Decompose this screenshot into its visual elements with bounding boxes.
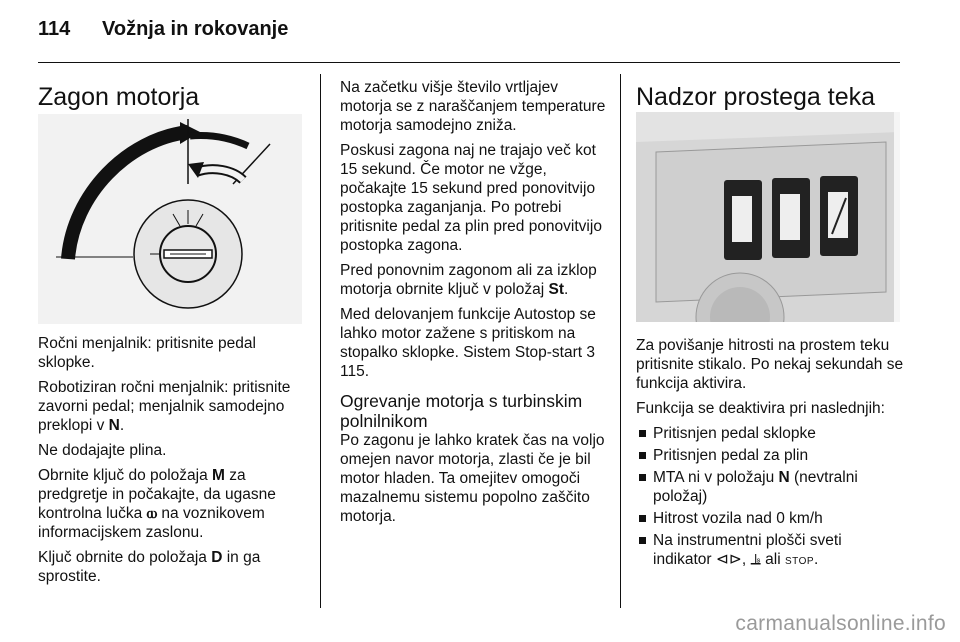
paragraph-idle-switch: Za povišanje hitrosti na prostem teku pritisnite stikalo. Po nekaj sekundah se funkcija aktivira. [636,337,904,392]
column-divider-2 [620,74,621,608]
column-3 [636,74,904,112]
stop-indicator-icon: STOP [784,556,815,567]
idle-switch-illustration [636,112,900,322]
paragraph-autostop: Med delovanjem funkcije Autostop se lahko motor zažene s pritiskom na stopalko sklopke. Sistem Stop-start 3 115. [340,306,596,380]
page-header [38,18,288,41]
list-item: Pritisnjen pedal za plin [636,446,904,465]
header-rule [38,62,900,63]
watermark: carmanualsonline.info [735,612,946,635]
page-number: 114 [38,18,71,40]
paragraph-idle-speed: Na začetku višje število vrtljajev motorja se z naraščanjem temperature motorja samodejno zniža. [340,79,606,134]
paragraph-turbo: Po zagonu je lahko kratek čas na voljo omejen navor motorja, zlasti če je bil motor hladen. Ta omejitev omogoči mazalnemu sistemu popolno zaščito motorja. [340,432,605,525]
heading-turbo-warmup: Ogrevanje motorja s turbinskim polnilnikom [340,391,583,431]
paragraph-start-attempts: Poskusi zagona naj ne trajajo več kot 15 sekund. Če motor ne vžge, počakajte 15 sekund pred ponovitvijo postopka zaganjanja. Po potrebi pritisnite pedal za plin pred ponovitvijo postopka zagona. [340,142,602,254]
section-title: Vožnja in rokovanje [102,18,289,40]
switch-panel-diagram [636,112,900,322]
column-1-text [38,334,306,592]
page-reference-link[interactable]: 3 115. [340,344,596,380]
preheat-indicator-icon: ⲱ [146,505,158,522]
list-item: Pritisnjen pedal sklopke [636,424,904,443]
column-1 [38,74,306,112]
column-3-text [636,336,904,574]
heading-engine-start: Zagon motorja [38,83,200,111]
ignition-key-illustration [38,114,302,324]
paragraph-deactivation: Funkcija se deaktivira pri naslednjih: [636,400,885,417]
paragraph-restart: Pred ponovnim zagonom ali za izklop motorja obrnite ključ v položaj St. [340,262,597,298]
heading-idle-control: Nadzor prostega teka [636,83,876,111]
column-2 [340,78,606,532]
coolant-indicator-icon: ⫡ [750,551,761,568]
list-item: MTA ni v položaju N (nevtralni položaj) [636,468,904,506]
paragraph-manual-transmission: Ročni menjalnik: pritisnite pedal sklopke. [38,335,256,371]
paragraph-preheat: Obrnite ključ do položaja M za predgretje in počakajte, da ugasne kontrolna lučka ⲱ na voznikovem informacijskem zaslonu. [38,467,276,541]
deactivation-list [636,424,904,571]
ignition-diagram [38,114,302,324]
paragraph-no-throttle: Ne dodajajte plina. [38,442,167,459]
paragraph-robotised-transmission: Robotiziran ročni menjalnik: pritisnite zavorni pedal; menjalnik samodejno preklopi v N. [38,379,291,434]
paragraph-turn-key: Ključ obrnite do položaja D in ga sprostite. [38,549,261,585]
list-item: Na instrumentni plošči sveti indikator ⊲⊳, ⫡ ali STOP. [636,531,904,571]
list-item: Hitrost vozila nad 0 km/h [636,509,904,528]
column-divider-1 [320,74,321,608]
autostop-indicator-icon: ⊲⊳ [715,551,742,568]
